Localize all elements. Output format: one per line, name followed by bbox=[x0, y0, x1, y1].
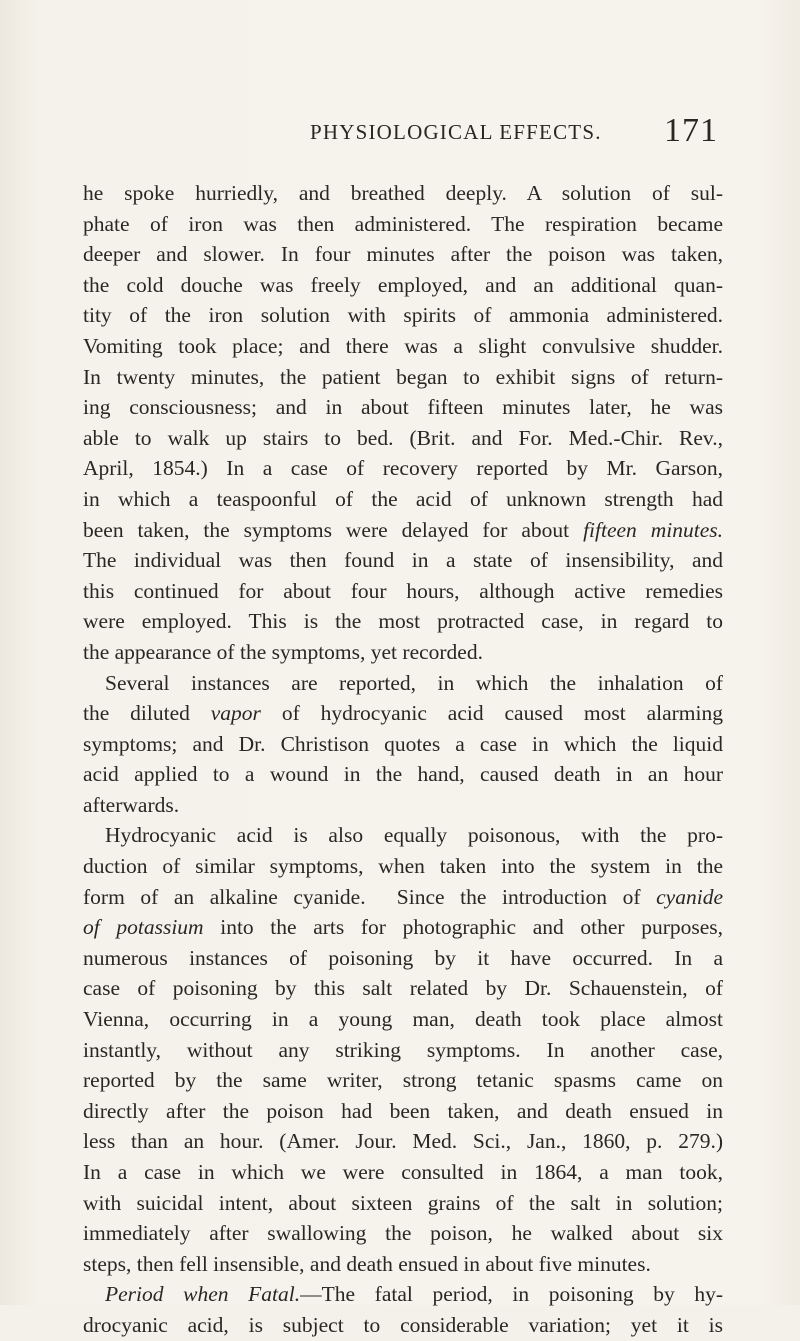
line-text: form of an alkaline cyanide. Since the introduction of bbox=[83, 884, 657, 909]
text-line: drocyanic acid, is subject to considerable variation; yet it is bbox=[83, 1312, 723, 1337]
page-number: 171 bbox=[664, 112, 718, 149]
text-line bbox=[83, 882, 723, 913]
line-text: the diluted bbox=[83, 701, 211, 726]
text-line: Several instances are reported, in which the inhalation of bbox=[105, 670, 723, 695]
text-line: steps, then fell insensible, and death ensued in about five minutes. bbox=[83, 1251, 651, 1276]
text-line: April, 1854.) In a case of recovery reported by Mr. Garson, bbox=[83, 456, 723, 481]
text-line: this continued for about four hours, although active remedies bbox=[83, 578, 723, 603]
text-line: the appearance of the symptoms, yet recorded. bbox=[83, 639, 483, 664]
text-line: less than an hour. (Amer. Jour. Med. Sci., Jan., 1860, p. 279.) bbox=[83, 1129, 723, 1154]
text-line: Vomiting took place; and there was a slight convulsive shudder. bbox=[83, 333, 723, 358]
text-line: in which a teaspoonful of the acid of unknown strength had bbox=[83, 486, 723, 511]
text-line: Hydrocyanic acid is also equally poisonous, with the pro- bbox=[105, 823, 723, 848]
text-line: The individual was then found in a state of insensibility, and bbox=[83, 548, 723, 573]
italic-phrase: fifteen minutes. bbox=[583, 517, 723, 542]
text-line: acid applied to a wound in the hand, caused death in an hour bbox=[83, 762, 723, 787]
text-line: deeper and slower. In four minutes after the poison was taken, bbox=[83, 242, 723, 267]
line-text: into the arts for photographic and other purposes, bbox=[203, 915, 723, 940]
text-line: duction of similar symptoms, when taken into the system in the bbox=[83, 854, 723, 879]
italic-phrase: vapor bbox=[210, 701, 261, 726]
text-line: numerous instances of poisoning by it have occurred. In a bbox=[83, 945, 723, 970]
text-line: symptoms; and Dr. Christison quotes a case in which the liquid bbox=[83, 731, 723, 756]
italic-phrase: of potassium bbox=[83, 915, 204, 940]
text-line bbox=[83, 912, 723, 943]
text-line: Vienna, occurring in a young man, death took place almost bbox=[83, 1007, 723, 1032]
text-line bbox=[83, 698, 723, 729]
text-line: he spoke hurriedly, and breathed deeply. A solution of sul- bbox=[83, 181, 723, 205]
body-text bbox=[83, 178, 723, 1341]
text-line: In twenty minutes, the patient began to exhibit signs of return- bbox=[83, 364, 723, 389]
text-line: were employed. This is the most protracted case, in regard to bbox=[83, 609, 723, 634]
text-line: tity of the iron solution with spirits of ammonia administered. bbox=[83, 303, 723, 328]
text-line: phate of iron was then administered. The respiration became bbox=[83, 211, 723, 236]
text-line bbox=[83, 1279, 723, 1310]
line-text: —The fatal period, in poisoning by hy- bbox=[300, 1282, 723, 1307]
italic-phrase: cyanide bbox=[656, 884, 723, 909]
line-text: been taken, the symptoms were delayed for about bbox=[83, 517, 584, 542]
italic-phrase: Period when Fatal. bbox=[105, 1282, 301, 1307]
running-head-title: PHYSIOLOGICAL EFFECTS. bbox=[310, 120, 602, 144]
text-line: case of poisoning by this salt related by Dr. Schauenstein, of bbox=[83, 976, 723, 1001]
text-line: immediately after swallowing the poison, he walked about six bbox=[83, 1221, 723, 1246]
running-header bbox=[310, 112, 718, 152]
text-line: In a case in which we were consulted in 1864, a man took, bbox=[83, 1160, 723, 1184]
line-text: of hydrocyanic acid caused most alarming bbox=[260, 701, 723, 726]
text-line: the cold douche was freely employed, and an additional quan- bbox=[83, 272, 723, 297]
text-line bbox=[83, 515, 723, 546]
text-line: reported by the same writer, strong tetanic spasms came on bbox=[83, 1068, 723, 1093]
text-line: instantly, without any striking symptoms. In another case, bbox=[83, 1037, 723, 1062]
text-line: with suicidal intent, about sixteen grains of the salt in solution; bbox=[83, 1190, 723, 1215]
text-line: ing consciousness; and in about fifteen minutes later, he was bbox=[83, 395, 723, 420]
text-line: afterwards. bbox=[83, 792, 180, 817]
text-line: able to walk up stairs to bed. (Brit. and For. Med.-Chir. Rev., bbox=[83, 425, 723, 450]
text-line: directly after the poison had been taken, and death ensued in bbox=[83, 1098, 723, 1123]
